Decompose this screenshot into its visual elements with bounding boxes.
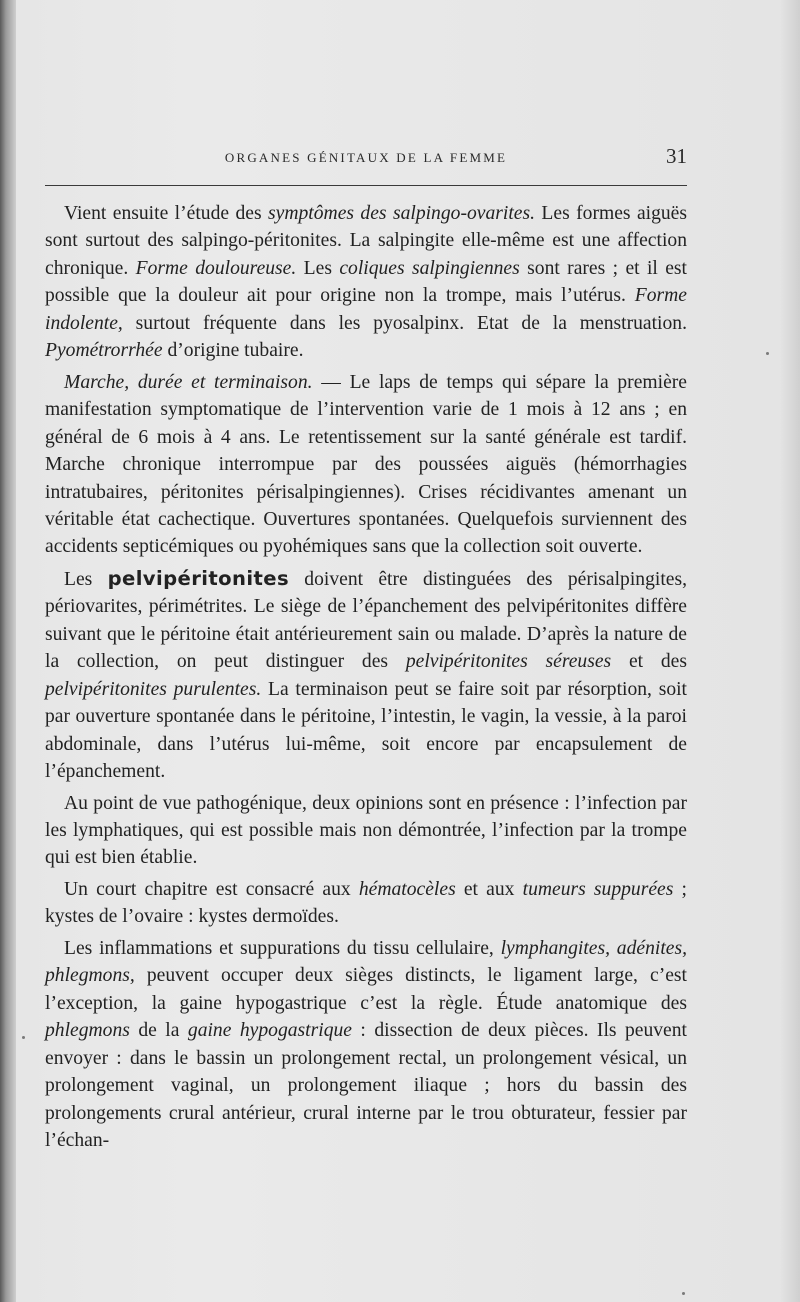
text-run: doivent être distinguées des périsalpingites, périovarites, périmétrites. Le siège de l’épanchement des pelvipéritonites diffère suivant que le péritoine était antérieurement sain ou malade. D’après la nature de la collection, on peut distinguer des (45, 568, 687, 673)
page-number: 31 (666, 144, 687, 168)
paragraph (45, 790, 687, 872)
header-rule (45, 185, 687, 186)
scan-speck (22, 1036, 25, 1039)
text-run: de la (129, 1020, 188, 1042)
italic-text: hématocèles (358, 878, 456, 900)
italic-text: phlegmons (45, 1020, 130, 1042)
text-run: Les (64, 568, 108, 590)
italic-text: gaine hypogastrique (187, 1020, 352, 1042)
text-run: ; kystes de l’ovaire : kystes dermoïdes. (45, 878, 687, 928)
text-run: Les formes aiguës sont surtout des salpingo-péritonites. La salpingite elle-même est une affection chronique. (45, 203, 688, 279)
scan-speck (682, 1292, 685, 1295)
text-run: peuvent occuper deux sièges distincts, le ligament large, c’est l’exception, la gaine hypogastrique c’est la règle. Étude anatomique des (45, 965, 687, 1014)
text-run: La terminaison peut se faire soit par résorption, soit par ouverture spontanée dans le péritoine, l’intestin, le vagin, la vessie, à la paroi abdominale, dans l’utérus lui-même, soit encore par encapsulement de l’épanchement. (45, 678, 687, 783)
italic-text: Forme douloureuse. (135, 257, 297, 279)
paragraph (45, 876, 687, 931)
text-run: Vient ensuite l’étude des (64, 203, 269, 224)
running-head (45, 144, 687, 174)
paragraph (45, 565, 687, 786)
text-run: surtout fréquente dans les pyosalpinx. Etat de la menstruation. (122, 312, 687, 334)
italic-text: tumeurs suppurées (522, 878, 674, 900)
text-run: — Le laps de temps qui sépare la première manifestation symptomatique de l’intervention varie de 1 mois à 12 ans ; en général de 6 mois à 4 ans. Le retentissement sur la santé générale est tardif. Marche chronique interrompue par des poussées aiguës (hémorrhagies intratubaires, péritonites périsalpingiennes). Crises récidivantes amenant un véritable état cachectique. Ouvertures spontanées. Quelquefois surviennent des accidents septicémiques ou pyohémiques sans que la collection soit ouverte. (45, 371, 687, 558)
text-run: et des (611, 651, 688, 673)
italic-text: Marche, durée et terminaison. (64, 371, 313, 393)
italic-text: pelvipéritonites purulentes. (45, 678, 262, 700)
paragraph (45, 369, 687, 561)
body-text (45, 200, 687, 1158)
italic-text: Pyométrorrhée (45, 340, 163, 362)
bold-term: pelvipéritonites (107, 566, 290, 590)
italic-text: pelvipéritonites séreuses (405, 651, 612, 673)
text-run: Au point de vue pathogénique, deux opinions sont en présence : l’infection par les lymphatiques, qui est possible mais non démontrée, l’infection par la trompe qui est bien établie. (45, 792, 687, 869)
scan-speck (766, 352, 769, 355)
text-run: Un court chapitre est consacré aux (64, 878, 359, 900)
text-run: et aux (455, 878, 523, 900)
text-run: Les inflammations et suppurations du tissu cellulaire, (64, 937, 501, 959)
text-run: d’origine tubaire. (162, 340, 304, 362)
book-gutter-edge (0, 0, 16, 1302)
text-run: sont rares ; et il est possible que la douleur ait pour origine non la trompe, mais l’utérus. (45, 257, 687, 307)
italic-text: Forme indolente, (45, 285, 687, 334)
text-run: Les (296, 257, 340, 279)
paragraph (45, 200, 687, 365)
italic-text: symptômes des salpingo-ovarites. (268, 203, 536, 224)
italic-text: coliques salpingiennes (339, 257, 520, 279)
italic-text: lymphangites, adénites, phlegmons, (45, 937, 687, 987)
paragraph (45, 935, 687, 1155)
running-title: ORGANES GÉNITAUX DE LA FEMME (224, 150, 508, 165)
text-run: : dissection de deux pièces. Ils peuvent envoyer : dans le bassin un prolongement rectal, un prolongement vésical, un prolongement vaginal, un prolongement iliaque ; hors du bassin des prolongements crural antérieur, crural interne par le trou obturateur, fessier par l’échan- (45, 1020, 687, 1151)
